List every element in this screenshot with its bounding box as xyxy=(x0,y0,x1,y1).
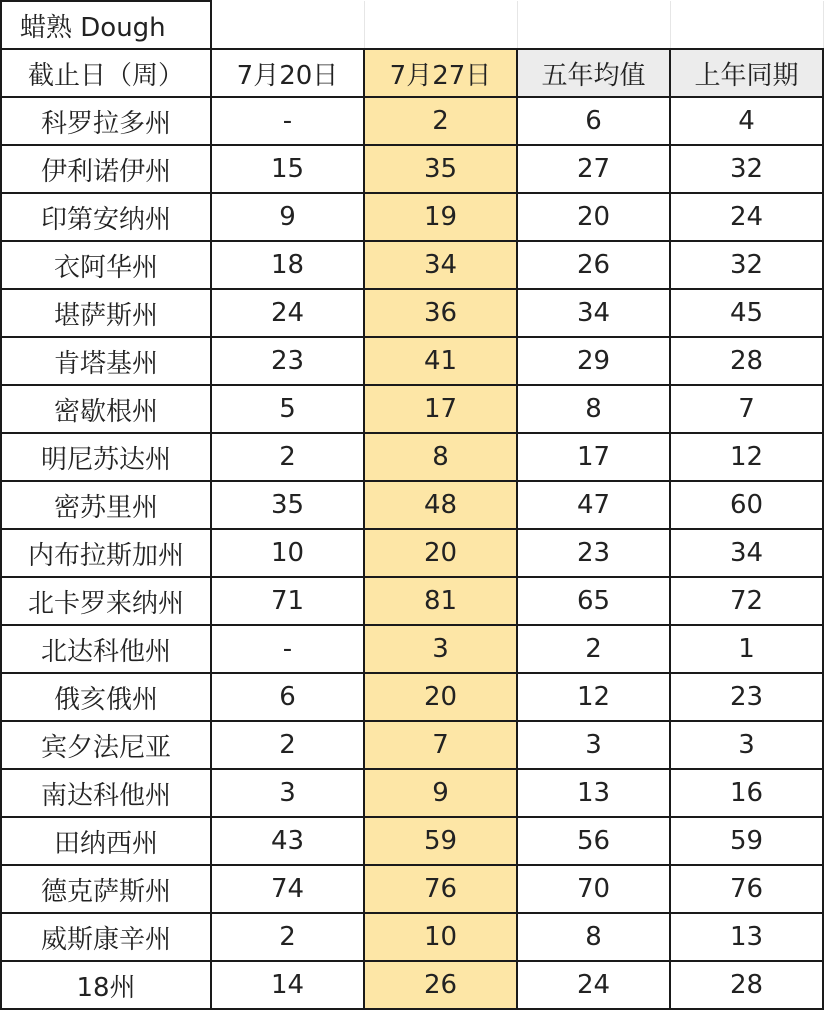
data-cell: 34 xyxy=(517,289,670,337)
data-cell: 13 xyxy=(517,769,670,817)
row-label: 北达科他州 xyxy=(1,625,211,673)
table-row xyxy=(1,337,823,385)
row-label: 威斯康辛州 xyxy=(1,913,211,961)
table-row xyxy=(1,865,823,913)
data-cell: 23 xyxy=(211,337,364,385)
row-label: 科罗拉多州 xyxy=(1,97,211,145)
table-row xyxy=(1,817,823,865)
data-cell: 35 xyxy=(211,481,364,529)
data-cell: 13 xyxy=(670,913,823,961)
column-header: 上年同期 xyxy=(670,49,823,97)
data-cell: 23 xyxy=(517,529,670,577)
data-cell: 17 xyxy=(517,433,670,481)
row-label: 田纳西州 xyxy=(1,817,211,865)
data-cell: 24 xyxy=(517,961,670,1009)
column-header: 7月20日 xyxy=(211,49,364,97)
data-cell: 29 xyxy=(517,337,670,385)
data-cell: 47 xyxy=(517,481,670,529)
data-cell: 8 xyxy=(517,913,670,961)
data-cell: 18 xyxy=(211,241,364,289)
table-title: 蜡熟 Dough xyxy=(1,1,211,49)
data-cell: 7 xyxy=(364,721,517,769)
data-cell: 70 xyxy=(517,865,670,913)
data-cell: - xyxy=(211,97,364,145)
data-cell: 2 xyxy=(211,913,364,961)
row-label: 衣阿华州 xyxy=(1,241,211,289)
column-header-highlighted: 7月27日 xyxy=(364,49,517,97)
data-cell: 6 xyxy=(517,97,670,145)
data-cell: 16 xyxy=(670,769,823,817)
table-row xyxy=(1,97,823,145)
data-cell: 20 xyxy=(364,529,517,577)
table-row xyxy=(1,625,823,673)
data-cell: 45 xyxy=(670,289,823,337)
data-cell: 76 xyxy=(670,865,823,913)
data-cell: 3 xyxy=(670,721,823,769)
data-cell: 32 xyxy=(670,145,823,193)
data-cell: 59 xyxy=(364,817,517,865)
table-row xyxy=(1,577,823,625)
data-cell: 3 xyxy=(211,769,364,817)
data-cell: 36 xyxy=(364,289,517,337)
table-row xyxy=(1,289,823,337)
data-cell: 20 xyxy=(364,673,517,721)
row-label: 堪萨斯州 xyxy=(1,289,211,337)
data-cell: 10 xyxy=(364,913,517,961)
data-cell: 5 xyxy=(211,385,364,433)
table-row xyxy=(1,961,823,1009)
row-header-label: 截止日（周） xyxy=(1,49,211,97)
data-cell: 8 xyxy=(517,385,670,433)
data-cell: 27 xyxy=(517,145,670,193)
data-cell: 48 xyxy=(364,481,517,529)
data-cell: 34 xyxy=(670,529,823,577)
data-cell: 28 xyxy=(670,337,823,385)
header-row xyxy=(1,49,823,97)
empty-cell xyxy=(364,1,517,49)
column-header: 五年均值 xyxy=(517,49,670,97)
data-cell: 43 xyxy=(211,817,364,865)
data-cell: 71 xyxy=(211,577,364,625)
row-label: 内布拉斯加州 xyxy=(1,529,211,577)
data-cell: 24 xyxy=(211,289,364,337)
data-cell: 6 xyxy=(211,673,364,721)
data-cell: 26 xyxy=(364,961,517,1009)
data-cell: 12 xyxy=(517,673,670,721)
row-label: 印第安纳州 xyxy=(1,193,211,241)
row-label: 密苏里州 xyxy=(1,481,211,529)
data-cell: 76 xyxy=(364,865,517,913)
data-cell: 1 xyxy=(670,625,823,673)
row-label: 密歇根州 xyxy=(1,385,211,433)
table-row xyxy=(1,241,823,289)
data-cell: 12 xyxy=(670,433,823,481)
title-row xyxy=(1,1,823,49)
data-cell: 3 xyxy=(517,721,670,769)
table-row xyxy=(1,385,823,433)
data-cell: 60 xyxy=(670,481,823,529)
table-row xyxy=(1,673,823,721)
empty-cell xyxy=(670,1,823,49)
data-cell: 32 xyxy=(670,241,823,289)
data-cell: 14 xyxy=(211,961,364,1009)
data-cell: 56 xyxy=(517,817,670,865)
data-cell: 34 xyxy=(364,241,517,289)
data-cell: 19 xyxy=(364,193,517,241)
data-cell: 23 xyxy=(670,673,823,721)
row-label: 德克萨斯州 xyxy=(1,865,211,913)
table-row xyxy=(1,145,823,193)
data-cell: 2 xyxy=(517,625,670,673)
data-cell: 65 xyxy=(517,577,670,625)
table-row xyxy=(1,193,823,241)
data-cell: 41 xyxy=(364,337,517,385)
data-cell: 81 xyxy=(364,577,517,625)
data-cell: 20 xyxy=(517,193,670,241)
data-cell: 8 xyxy=(364,433,517,481)
row-label: 明尼苏达州 xyxy=(1,433,211,481)
table-row xyxy=(1,721,823,769)
data-cell: 72 xyxy=(670,577,823,625)
data-cell: 74 xyxy=(211,865,364,913)
data-cell: 59 xyxy=(670,817,823,865)
table-row xyxy=(1,913,823,961)
row-label: 俄亥俄州 xyxy=(1,673,211,721)
data-cell: 9 xyxy=(211,193,364,241)
row-label: 伊利诺伊州 xyxy=(1,145,211,193)
data-cell: 2 xyxy=(364,97,517,145)
table-row xyxy=(1,769,823,817)
data-cell: 26 xyxy=(517,241,670,289)
table-row xyxy=(1,433,823,481)
data-cell: 4 xyxy=(670,97,823,145)
row-label: 宾夕法尼亚 xyxy=(1,721,211,769)
row-label: 18州 xyxy=(1,961,211,1009)
row-label: 肯塔基州 xyxy=(1,337,211,385)
data-cell: 35 xyxy=(364,145,517,193)
data-cell: 17 xyxy=(364,385,517,433)
data-cell: 7 xyxy=(670,385,823,433)
data-cell: 10 xyxy=(211,529,364,577)
table-row xyxy=(1,529,823,577)
data-cell: - xyxy=(211,625,364,673)
table-row xyxy=(1,481,823,529)
row-label: 南达科他州 xyxy=(1,769,211,817)
data-cell: 2 xyxy=(211,721,364,769)
data-cell: 28 xyxy=(670,961,823,1009)
data-cell: 24 xyxy=(670,193,823,241)
data-cell: 3 xyxy=(364,625,517,673)
empty-cell xyxy=(211,1,364,49)
data-cell: 9 xyxy=(364,769,517,817)
data-cell: 2 xyxy=(211,433,364,481)
data-cell: 15 xyxy=(211,145,364,193)
empty-cell xyxy=(517,1,670,49)
row-label: 北卡罗来纳州 xyxy=(1,577,211,625)
